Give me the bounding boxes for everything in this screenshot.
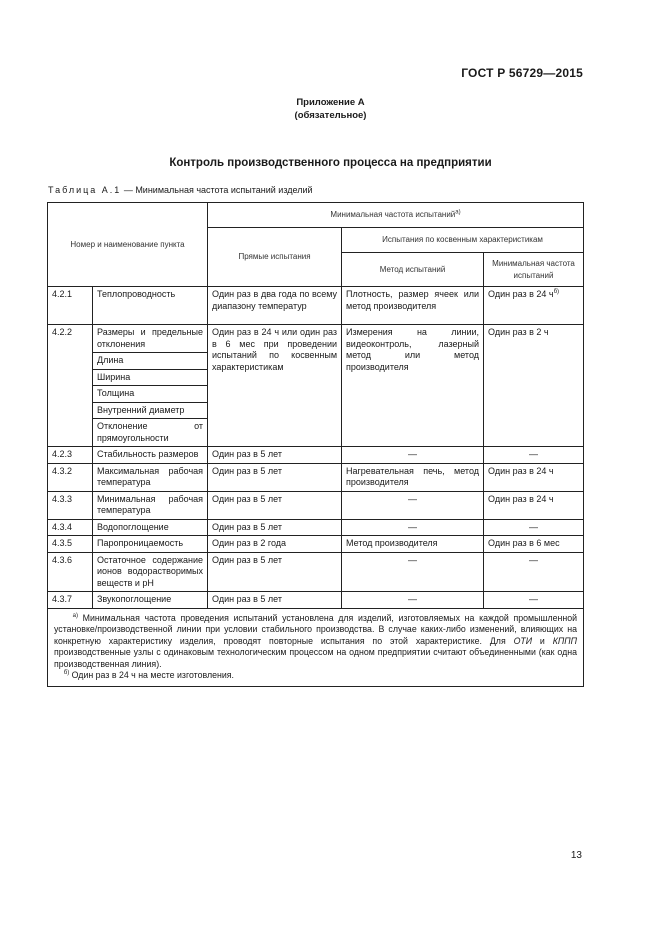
table-row: [48, 592, 584, 609]
row-method: —: [342, 491, 484, 519]
footnote-a: [54, 613, 577, 671]
row-name: Максимальная рабочая температура: [93, 463, 208, 491]
row-freq: Один раз в 6 мес: [484, 536, 584, 553]
row-number: 4.2.2: [48, 325, 93, 447]
frequency-table: [47, 202, 584, 687]
footnote-a-em2: КППП: [552, 635, 578, 646]
row-direct: Один раз в 5 лет: [208, 447, 342, 464]
header-min-freq: [208, 203, 584, 228]
row-number: 4.3.4: [48, 519, 93, 536]
footnote-a-mid: и: [532, 635, 553, 646]
footnote-b: [54, 670, 577, 682]
row-direct: Один раз в 5 лет: [208, 519, 342, 536]
sub-row-inner-diameter: Внутренний диаметр: [93, 402, 208, 419]
row-number: 4.3.2: [48, 463, 93, 491]
row-number: 4.2.1: [48, 287, 93, 325]
row-direct: Один раз в 5 лет: [208, 552, 342, 592]
row-number: 4.3.6: [48, 552, 93, 592]
row-number: 4.2.3: [48, 447, 93, 464]
footnote-b-text: Один раз в 24 ч на месте изготовления.: [69, 670, 234, 680]
table-row: [48, 536, 584, 553]
row-freq-note: б): [553, 289, 560, 295]
row-freq: —: [484, 447, 584, 464]
row-freq: —: [484, 592, 584, 609]
table-row: [48, 519, 584, 536]
footnote-a-end: производственные узлы с одинаковым технологическим процессом на одном предприятии считают объединенными (как одна производственная линия).: [54, 647, 578, 669]
page-number: 13: [570, 850, 582, 861]
footnote-b-mark: б): [63, 670, 70, 677]
row-name: Стабильность размеров: [93, 447, 208, 464]
footnotes: [48, 608, 584, 686]
row-method: Плотность, размер ячеек или метод производителя: [342, 287, 484, 325]
header-direct: Прямые испытания: [208, 228, 342, 287]
annex-heading: [0, 96, 661, 122]
row-direct: Один раз в 24 ч или один раз в 6 мес при проведении испытаний по косвенным характеристикам: [208, 325, 342, 447]
row-freq: Один раз в 2 ч: [484, 325, 584, 447]
footnotes-row: [48, 608, 584, 686]
header-item: Номер и наименование пункта: [48, 203, 208, 287]
sub-row-width: Ширина: [93, 369, 208, 386]
row-direct: Один раз в 2 года: [208, 536, 342, 553]
row-method: —: [342, 592, 484, 609]
sub-row-thickness: Толщина: [93, 386, 208, 403]
row-direct: Один раз в два года по всему диапазону температур: [208, 287, 342, 325]
row-freq: —: [484, 552, 584, 592]
table-caption-text: — Минимальная частота испытаний изделий: [121, 185, 313, 195]
row-name: Водопоглощение: [93, 519, 208, 536]
row-freq: —: [484, 519, 584, 536]
row-number: 4.3.7: [48, 592, 93, 609]
row-method: Метод производителя: [342, 536, 484, 553]
footnote-a-em1: ОТИ: [513, 635, 533, 646]
row-method: —: [342, 447, 484, 464]
row-name: Размеры и предельные отклонения: [93, 325, 208, 353]
table-row: [48, 287, 584, 325]
row-freq: Один раз в 24 ч: [484, 491, 584, 519]
row-freq: Один раз в 24 ч: [484, 463, 584, 491]
row-method: —: [342, 519, 484, 536]
table-caption: [48, 185, 313, 195]
row-name: Звукопоглощение: [93, 592, 208, 609]
header-min-freq-note: а): [455, 209, 461, 216]
header-method: Метод испытаний: [342, 253, 484, 287]
row-number: 4.3.5: [48, 536, 93, 553]
row-number: 4.3.3: [48, 491, 93, 519]
row-direct: Один раз в 5 лет: [208, 592, 342, 609]
standard-code: ГОСТ Р 56729—2015: [461, 66, 583, 80]
row-name: Паропроницаемость: [93, 536, 208, 553]
header-min-freq-text: Минимальная частота испытаний: [330, 210, 456, 220]
table-row: [48, 552, 584, 592]
row-method: —: [342, 552, 484, 592]
row-freq-text: Один раз в 24 ч: [488, 289, 554, 299]
table-row: [48, 447, 584, 464]
sub-row-length: Длина: [93, 353, 208, 370]
row-freq: [484, 287, 584, 325]
row-method: Нагревательная печь, метод производителя: [342, 463, 484, 491]
footnote-a-text: Минимальная частота проведения испытаний установлена для изделий, изготовляемых на каждой промышленной установке/производственной линии при условии стабильного производства. В случае каких-либо изменений, влияющих на конкретную характеристику изделия, проводят повторные испытания по этой характеристике. Для: [54, 612, 578, 646]
table-row: [48, 491, 584, 519]
row-direct: Один раз в 5 лет: [208, 491, 342, 519]
row-method: Измерения на линии, видеоконтроль, лазерный метод или метод производителя: [342, 325, 484, 447]
annex-type: (обязательное): [294, 110, 367, 121]
document-title: Контроль производственного процесса на предприятии: [169, 157, 492, 169]
row-name: Минимальная рабочая температура: [93, 491, 208, 519]
header-indirect: Испытания по косвенным характеристикам: [342, 228, 584, 253]
footnote-a-mark: а): [72, 612, 78, 619]
row-name: Теплопроводность: [93, 287, 208, 325]
table-row: [48, 463, 584, 491]
row-direct: Один раз в 5 лет: [208, 463, 342, 491]
row-name: Остаточное содержание ионов водорастворимых веществ и pH: [93, 552, 208, 592]
table-row: [48, 325, 584, 353]
header-min-freq-short: Минимальная частота испытаний: [484, 253, 584, 287]
sub-row-squareness: Отклонение от прямоугольности: [93, 419, 208, 447]
table-caption-prefix: Таблица А.1: [48, 185, 122, 195]
annex-title: Приложение А: [296, 97, 365, 108]
